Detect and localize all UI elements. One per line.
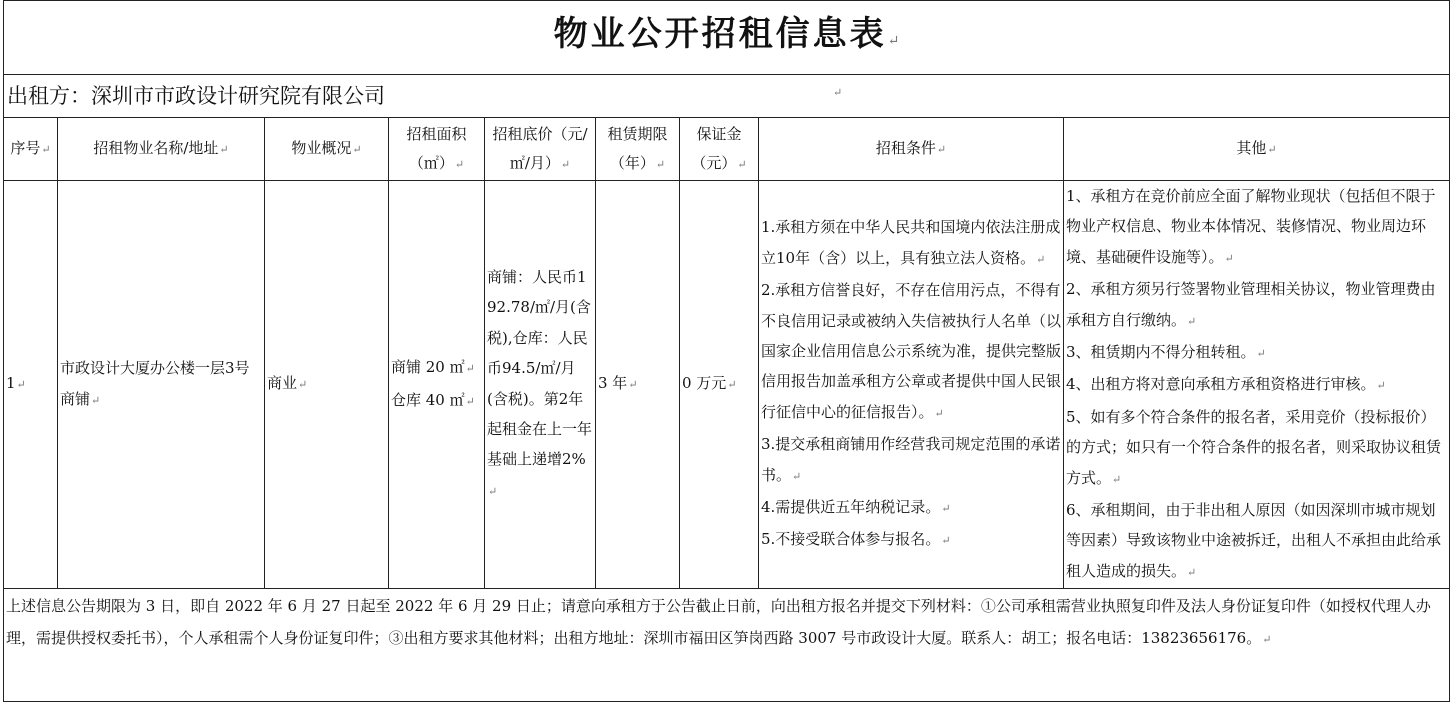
other-item: 5、如有多个符合条件的报名者，采用竞价（投标报价）的方式；如只有一个符合条件的报名者，则采取协议租赁方式。↵ xyxy=(1066,407,1442,487)
paragraph-mark: ↵ xyxy=(833,86,843,99)
condition-item: 5.不接受联合体参与报名。↵ xyxy=(761,530,951,549)
other-item: 6、承租期间，由于非出租人原因（如因深圳市城市规划等因素）导致该物业中途被拆迁，出租人不承担由此给承租人造成的损失。↵ xyxy=(1066,501,1442,580)
header-overview: 物业概况↵ xyxy=(265,118,389,181)
cell-seq: 1↵ xyxy=(4,181,58,589)
header-conditions: 招租条件↵ xyxy=(759,118,1064,181)
page-title: 物业公开招租信息表↵ xyxy=(4,1,1450,75)
lessor-line: 出租方：深圳市市政设计研究院有限公司 xyxy=(4,75,1450,118)
header-other: 其他↵ xyxy=(1064,118,1450,181)
cell-area: 商铺 20 ㎡↵ 仓库 40 ㎡↵ xyxy=(389,181,485,589)
cell-other xyxy=(1064,181,1450,589)
condition-item: 4.需提供近五年纳税记录。↵ xyxy=(761,498,951,517)
condition-item: 1.承租方须在中华人民共和国境内依法注册成立10年（含）以上，具有独立法人资格。↵ xyxy=(761,218,1061,267)
other-item: 4、出租方将对意向承租方承租资格进行审核。↵ xyxy=(1066,375,1386,394)
header-price: 招租底价（元/㎡/月）↵ xyxy=(485,118,596,181)
cell-name: 市政设计大厦办公楼一层3号商铺↵ xyxy=(58,181,265,589)
other-item: 3、租赁期内不得分租转租。↵ xyxy=(1066,343,1266,362)
other-item: 2、承租方须另行签署物业管理相关协议，物业管理费由承租方自行缴纳。↵ xyxy=(1066,280,1436,329)
header-seq: 序号↵ xyxy=(4,118,58,181)
cell-term: 3 年↵ xyxy=(596,181,680,589)
cell-price: 商铺：人民币192.78/㎡/月(含税),仓库：人民币94.5/㎡/月(含税)。第2年起租金在上一年基础上递增2%↵ xyxy=(485,181,596,589)
condition-item: 2.承租方信誉良好，不存在信用污点，不得有不良信用记录或被纳入失信被执行人名单（以国家企业信用信息公示系统为准，提供完整版信用报告加盖承租方公章或者提供中国人民银行征信中心的征信报告）。↵ xyxy=(761,281,1062,421)
rental-info-table xyxy=(3,0,1450,702)
other-item: 1、承租方在竞价前应全面了解物业现状（包括但不限于物业产权信息、物业本体情况、装修情况、物业周边环境、基础硬件设施等）。↵ xyxy=(1066,187,1436,266)
cell-overview: 商业↵ xyxy=(265,181,389,589)
announcement-footer: 上述信息公告期限为 3 日，即自 2022 年 6 月 27 日起至 2022 年 6 月 29 日止；请意向承租方于公告截止日前，向出租方报名并提交下列材料：①公司承租需营业执照复印件及法人身份证复印件（如授权代理人办理，需提供授权委托书），个人承租需个人身份证复印件；③出租方要求其他材料；出租方地址：深圳市福田区笋岗西路 3007 号市政设计大厦。联系人：胡工；报名电话：13823656176。↵ xyxy=(4,589,1450,702)
table-row xyxy=(4,181,1450,589)
header-name: 招租物业名称/地址↵ xyxy=(58,118,265,181)
header-area: 招租面积（㎡）↵ xyxy=(389,118,485,181)
condition-item: 3.提交承租商铺用作经营我司规定范围的承诺书。↵ xyxy=(761,435,1061,484)
table-header-row xyxy=(4,118,1450,181)
header-term: 租赁期限（年）↵ xyxy=(596,118,680,181)
cell-deposit: 0 万元↵ xyxy=(680,181,759,589)
header-deposit: 保证金（元）↵ xyxy=(680,118,759,181)
cell-conditions xyxy=(759,181,1064,589)
